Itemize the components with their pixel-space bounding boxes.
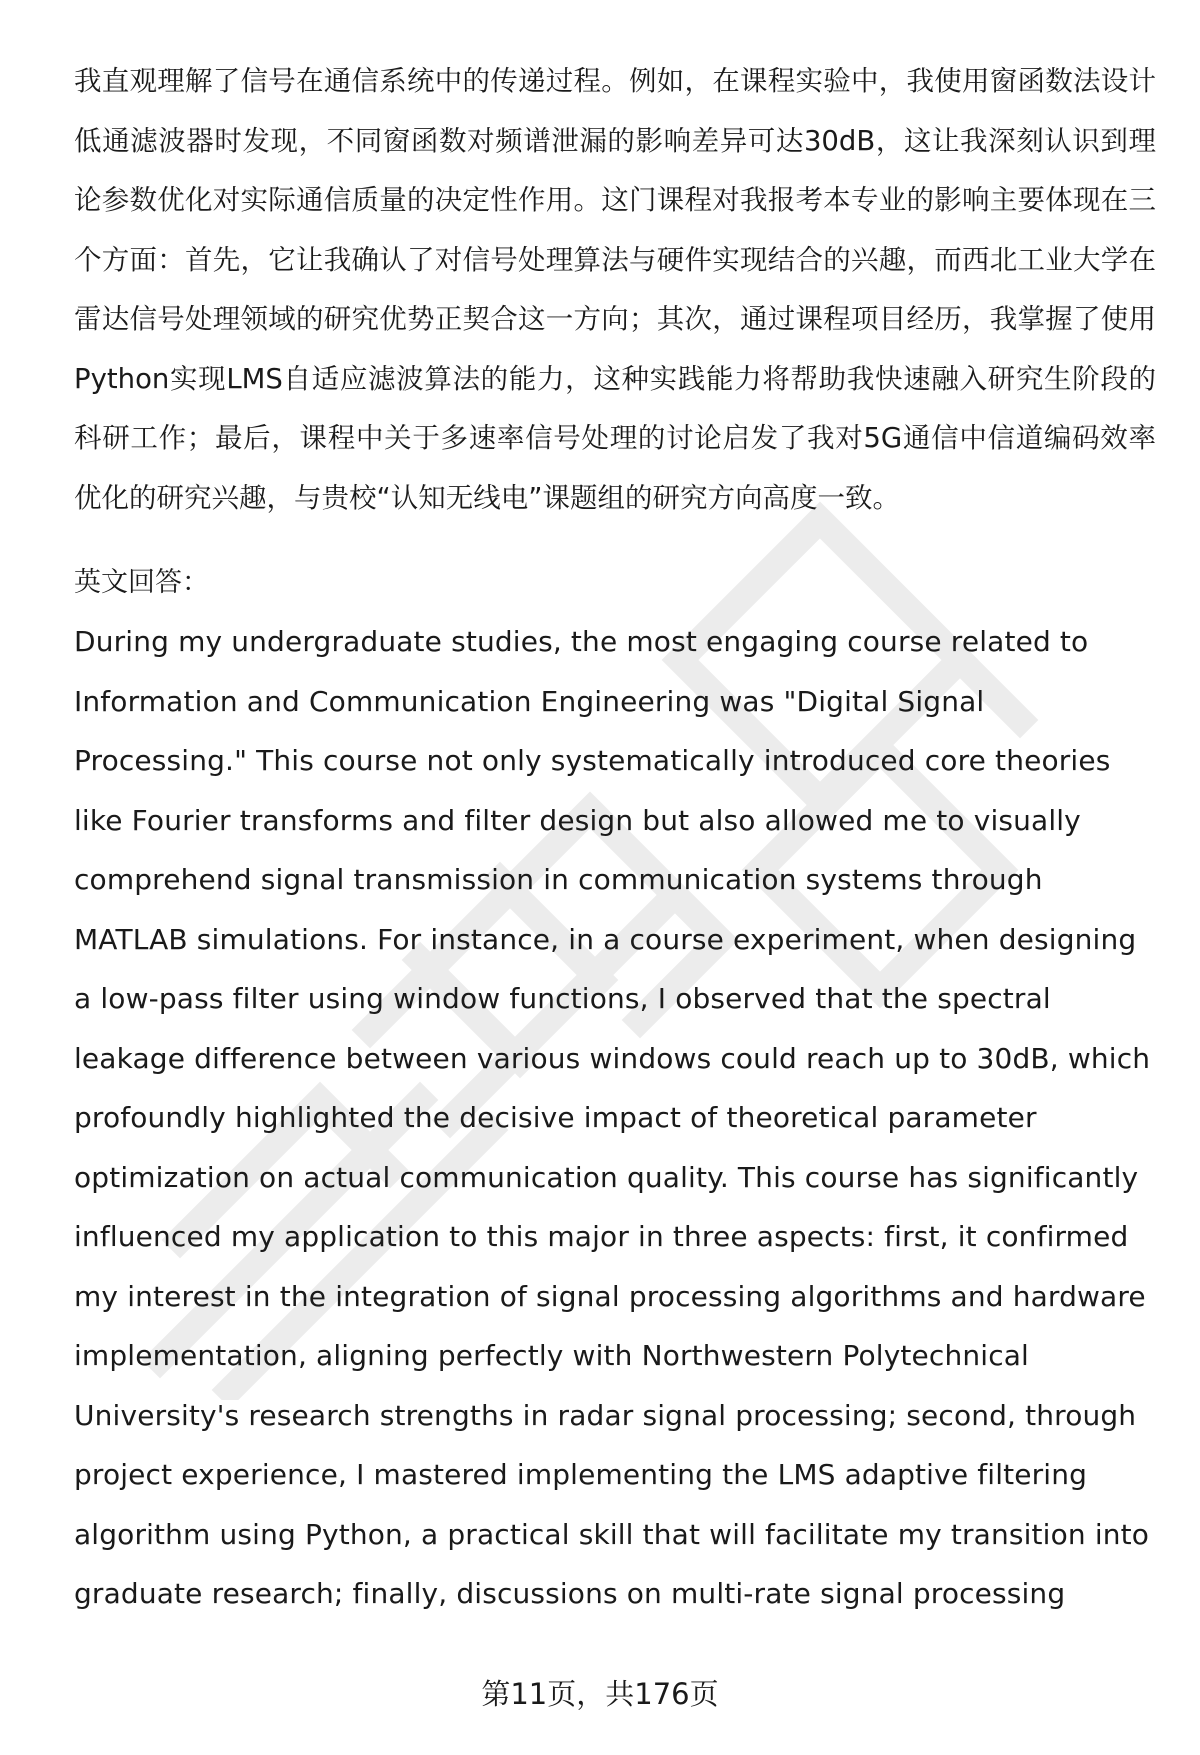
english-answer-label: 英文回答： (74, 567, 209, 598)
chinese-answer-paragraph: 我直观理解了信号在通信系统中的传递过程。例如，在课程实验中，我使用窗函数法设计低通滤波器时发现，不同窗函数对频谱泄漏的影响差异可达30dB，这让我深刻认识到理论参数优化对实际通信质量的决定性作用。这门课程对我报考本专业的影响主要体现在三个方面：首先，它让我确认了对信号处理算法与硬件实现结合的兴趣，而西北工业大学在雷达信号处理领域的研究优势正契合这一方向；其次，通过课程项目经历，我掌握了使用Python实现LMS自适应滤波算法的能力，这种实践能力将帮助我快速融入研究生阶段的科研工作；最后，课程中关于多速率信号处理的讨论启发了我对5G通信中信道编码效率优化的研究兴趣，与贵校“认知无线电”课题组的研究方向高度一致。 (74, 65, 1156, 514)
page-number-footer: 第11页，共176页 (481, 1677, 719, 1711)
english-answer-paragraph: During my undergraduate studies, the most engaging course related to Information and Communication Engineering was "Digital Signal Processing." This course not only systematically introduced core theories like Fourier transforms and filter design but also allowed me to visually comprehend signal transmission in communication systems through MATLAB simulations. For instance, in a course experiment, when designing a low-pass filter using window functions, I observed that the spectral leakage difference between various windows could reach up to 30dB, which profoundly highlighted the decisive impact of theoretical parameter optimization on actual communication quality. This course has significantly influenced my application to this major in three aspects: first, it confirmed my interest in the integration of signal processing algorithms and hardware implementation, aligning perfectly with Northwestern Polytechnical University's research strengths in radar signal processing; second, through project experience, I mastered implementing the LMS adaptive filtering algorithm using Python, a practical skill that will facilitate my transition into graduate research; finally, discussions on multi-rate signal processing (74, 625, 1151, 1610)
main-content (74, 52, 1156, 1624)
